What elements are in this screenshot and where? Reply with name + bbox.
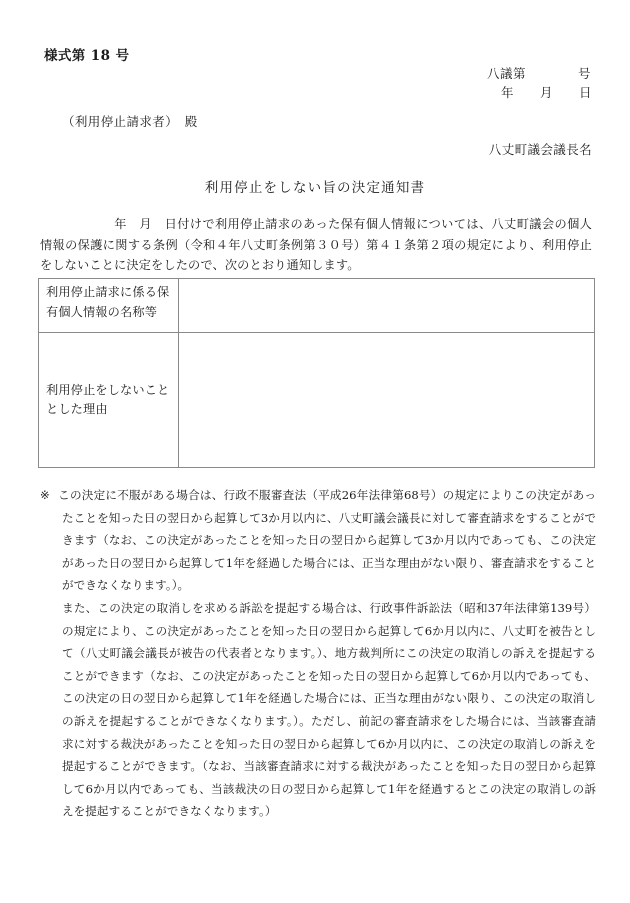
document-date: 年 月 日 — [500, 85, 592, 100]
document-number: 八議第 号 — [486, 66, 591, 81]
table-row — [39, 279, 595, 333]
row-value-reason[interactable] — [179, 333, 595, 468]
note-paragraph-1-text: この決定に不服がある場合は、行政不服審査法（平成26年法律第68号）の規定によりこの決定があったことを知った日の翌日から起算して3か月以内に、八丈町議会議長に対して審査請求をすることができます（なお、この決定があったことを知った日の翌日から起算して3か月以内であっても、この決定があった日の翌日から起算して1年を経過した場合には、正当な理由がない限り、審査請求をすることができなくなります。）。 — [58, 488, 596, 593]
form-number: 様式第 18 号 — [44, 48, 130, 64]
information-table — [38, 278, 595, 468]
page-title: 利用停止をしない旨の決定通知書 — [204, 180, 426, 196]
notes-section — [40, 484, 596, 823]
table-row — [39, 333, 595, 468]
lead-paragraph — [40, 214, 592, 276]
issuer-line: 八丈町議会議長名 — [488, 142, 592, 157]
lead-paragraph-text: 年 月 日付けで利用停止請求のあった保有個人情報については、八丈町議会の個人情報の保護に関する条例（令和４年八丈町条例第３０号）第４１条第２項の規定により、利用停止をしないことに決定をしたので、次のとおり通知します。 — [40, 217, 592, 272]
addressee-line: （利用停止請求者） 殿 — [62, 114, 198, 129]
row-label-reason: 利用停止をしないこととした理由 — [39, 333, 179, 468]
row-label-name: 利用停止請求に係る保有個人情報の名称等 — [39, 279, 179, 333]
row-value-name[interactable] — [179, 279, 595, 333]
note-paragraph-2: また、この決定の取消しを求める訴訟を提起する場合は、行政事件訴訟法（昭和37年法律第139号）の規定により、この決定があったことを知った日の翌日から起算して6か月以内に、八丈町を被告として（八丈町議会議長が被告の代表者となります。）、地方裁判所にこの決定の取消しの訴えを提起することができます（なお、この決定があったことを知った日の翌日から起算して6か月以内であっても、この決定の日の翌日から起算して1年を経過した場合には、正当な理由がない限り、この決定の取消しの訴えを提起することができなくなります。）。ただし、前記の審査請求をした場合には、当該審査請求に対する裁決があったことを知った日の翌日から起算して6か月以内に、この決定の取消しの訴えを提起することができます。（なお、当該審査請求に対する裁決があったことを知った日の翌日から起算して6か月以内であっても、当該裁決の日の翌日から起算して1年を経過するとこの決定の取消しの訴えを提起することができなくなります。） — [62, 600, 596, 819]
document-number-block — [487, 64, 592, 102]
note-marker: ※ — [40, 488, 51, 502]
note-paragraph-1 — [40, 484, 596, 597]
